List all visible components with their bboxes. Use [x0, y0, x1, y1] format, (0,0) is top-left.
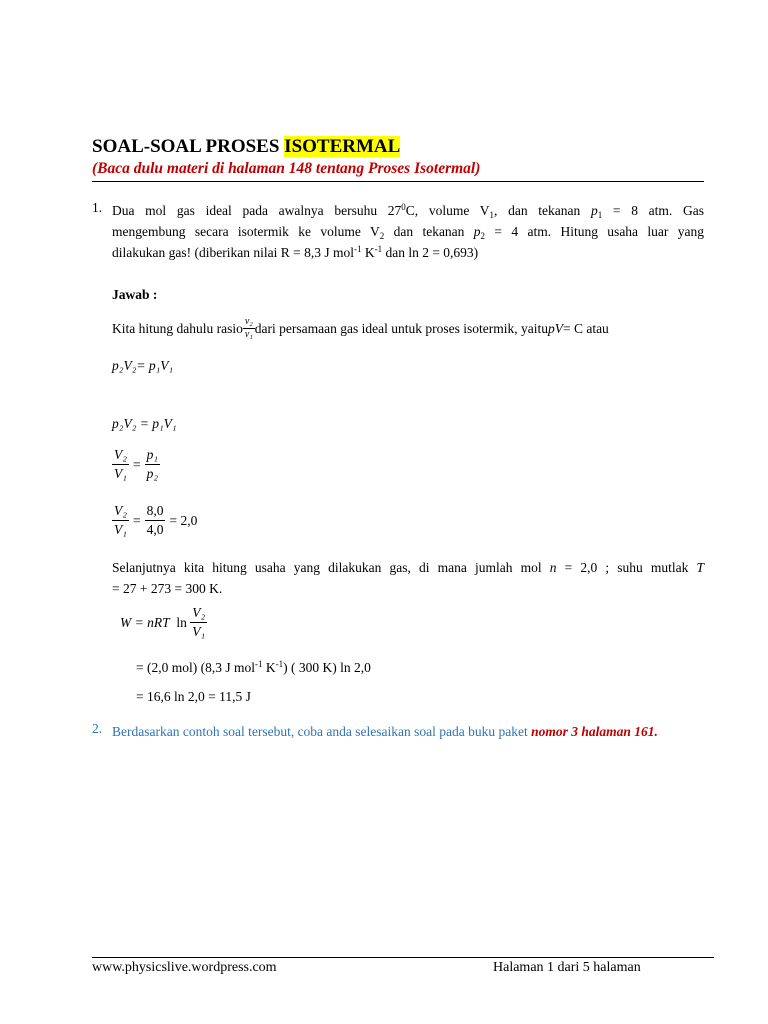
work-step-1: = (2,0 mol) (8,3 J mol$^{-1}$ $K^{-1}$) ( 300 K) ln 2,0 [136, 659, 371, 675]
problem-1-line-1: Dua mol gas ideal pada awalnya bersuhu $27^0C$, volume $V_1$, dan tekanan $p_1 = 8$ atm. Gas [112, 202, 704, 220]
title-highlight: ISOTERMAL [284, 136, 401, 157]
fraction-work-v2-v1: $\frac{\text{V₂}}{\text{V₁}}$ [192, 605, 206, 639]
equation-1: p₂V₂= p₁V₁ [112, 358, 174, 373]
equation-2: p₂V₂ = p₁V₁ [112, 416, 177, 431]
fraction-v2-v1: $\frac{\text{V₂}}{\text{V₁}}$ [114, 447, 127, 481]
equation-ratio: $\frac{\text{V₂}}{\text{V₁}}$ = $\frac{\text{p₁}}{\text{p₂}}$ [114, 447, 159, 481]
header-divider [92, 181, 704, 182]
ratio-intro-line: Kita hitung dahulu rasio $\frac{\text{v₂}}{\text{v₁}}$ dari persamaan gas ideal untuk proses isotermik, yaitu pV = C atau [112, 316, 609, 340]
problem-1-text [112, 200, 704, 263]
ratio-fraction: $\frac{\text{v₂}}{\text{v₁}}$ [244, 316, 253, 340]
fraction-v2-v1-b: $\frac{\text{V₂}}{\text{V₁}}$ [114, 503, 127, 537]
fraction-p1-p2: $\frac{\text{p₁}}{\text{p₂}}$ [146, 447, 159, 481]
problem-1-line-2: mengembung secara isotermik ke volume $V_2$ dan tekanan $p_2 = 4$ atm. Hitung usaha luar yang [112, 224, 704, 241]
problem-2-number: 2. [92, 721, 103, 736]
title-prefix: SOAL-SOAL PROSES [92, 136, 285, 157]
answer-heading: Jawab : [112, 287, 158, 302]
work-formula: W = nRT ln $\frac{\text{V₂}}{\text{V₁}}$ [120, 605, 206, 639]
footer-page-number: Halaman 1 dari 5 halaman [493, 960, 641, 975]
footer-divider [92, 957, 714, 958]
fraction-8-4: $\frac{8,0}{4,0}$ [146, 503, 164, 537]
ratio-result: = 2,0 [169, 512, 198, 528]
footer-website: www.physicslive.wordpress.com [92, 960, 277, 975]
problem-1-number: 1. [92, 200, 103, 215]
page-title [92, 136, 400, 158]
problem-2-reference: nomor 3 halaman 161. [531, 724, 658, 739]
problem-2-text: Berdasarkan contoh soal tersebut, coba anda selesaikan soal pada buku paket nomor 3 halaman 161. [112, 724, 658, 739]
problem-1-line-3: dilakukan gas! (diberikan nilai R = 8,3 J mol$^{-1}$ $K^{-1}$ dan ln 2 = 0,693) [112, 244, 479, 260]
page-subtitle: (Baca dulu materi di halaman 148 tentang Proses Isotermal) [92, 160, 481, 177]
work-intro: Selanjutnya kita hitung usaha yang dilakukan gas, di mana jumlah mol n = 2,0 ; suhu mutlak T = 27 + 273 = 300 K. [112, 560, 704, 596]
work-step-2: = 16,6 ln 2,0 = 11,5 J [136, 689, 251, 704]
equation-ratio-values: $\frac{\text{V₂}}{\text{V₁}}$ = $\frac{8,0}{4,0}$ = 2,0 [114, 503, 198, 537]
